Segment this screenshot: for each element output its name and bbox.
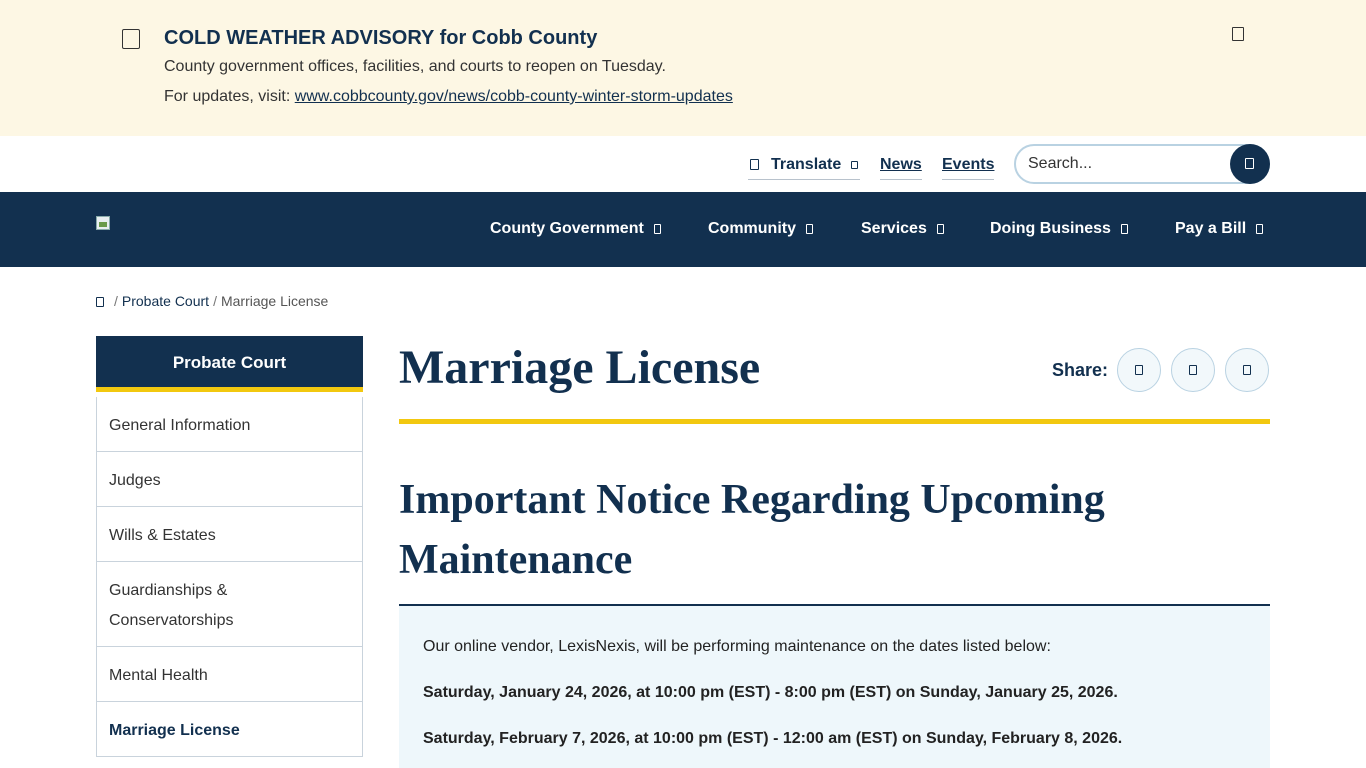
nav-community[interactable] [708,220,813,238]
share-email-button[interactable] [1225,348,1269,392]
chevron-down-icon [937,224,944,234]
warning-icon [122,29,140,49]
nav-services[interactable] [861,220,944,238]
sidebar-heading-label: Probate Court [172,353,287,372]
breadcrumb-separator: / [213,293,217,309]
nav-doing-business[interactable] [990,220,1128,238]
maintenance-notice [399,604,1270,768]
search-input[interactable] [1028,154,1228,174]
home-icon[interactable] [96,297,104,307]
chevron-down-icon [654,224,661,234]
nav-doing-business-label: Doing Business [990,220,1111,237]
notice-heading: Important Notice Regarding Upcoming Maintenance [399,477,1105,583]
image-placeholder-icon [99,222,107,227]
advisory-message: County government offices, facilities, and courts to reopen on Tuesday. [164,58,666,75]
search-button[interactable] [1230,144,1270,184]
nav-services-label: Services [861,220,927,237]
twitter-icon [1189,365,1197,375]
notice-intro: Our online vendor, LexisNexis, will be performing maintenance on the dates listed below: [423,638,1051,655]
chevron-down-icon [1121,224,1128,234]
utility-bar [0,136,1366,192]
sidebar-item-mental-health[interactable]: Mental Health [97,647,362,702]
nav-pay-a-bill-label: Pay a Bill [1175,220,1247,237]
chevron-down-icon [1256,224,1263,234]
close-icon[interactable] [1232,27,1244,41]
chevron-down-icon [851,161,858,169]
breadcrumb [96,293,328,309]
cobb-county-logo[interactable] [96,216,112,232]
chevron-down-icon [806,224,813,234]
nav-pay-a-bill[interactable] [1175,220,1263,238]
advisory-updates-line [164,88,733,106]
storm-updates-link[interactable]: www.cobbcounty.gov/news/cobb-county-winter-storm-updates [294,88,733,105]
share-twitter-button[interactable] [1171,348,1215,392]
notice-date-1: Saturday, January 24, 2026, at 10:00 pm (EST) - 8:00 pm (EST) on Sunday, January 25, 2026. [423,684,1118,701]
nav-community-label: Community [708,220,796,237]
page-title: Marriage License [399,341,761,394]
events-link[interactable]: Events [942,156,994,180]
share-facebook-button[interactable] [1117,348,1161,392]
facebook-icon [1135,365,1143,375]
news-link[interactable]: News [880,156,922,180]
sidebar-menu [96,397,363,757]
email-icon [1243,365,1251,375]
sidebar-item-marriage-license[interactable]: Marriage License [97,702,362,757]
translate-button[interactable] [748,156,860,180]
search-icon [1245,158,1254,169]
main-navigation [0,192,1366,267]
nav-county-government-label: County Government [490,220,644,237]
weather-advisory-banner [0,0,1366,136]
sidebar-item-judges[interactable]: Judges [97,452,362,507]
nav-county-government[interactable] [490,220,661,238]
sidebar-item-wills-estates[interactable]: Wills & Estates [97,507,362,562]
advisory-title: COLD WEATHER ADVISORY for Cobb County [164,27,598,49]
translate-label: Translate [771,156,842,173]
notice-date-2: Saturday, February 7, 2026, at 10:00 pm (EST) - 12:00 am (EST) on Sunday, February 8, 2026. [423,730,1123,747]
sidebar-heading[interactable] [96,336,363,392]
breadcrumb-probate-court[interactable]: Probate Court [121,293,210,309]
breadcrumb-current: Marriage License [220,293,329,309]
sidebar-item-guardianships[interactable]: Guardianships & Conservatorships [97,562,362,647]
breadcrumb-separator: / [114,293,118,309]
sidebar-item-general-information[interactable]: General Information [97,397,362,452]
globe-icon [750,159,759,170]
advisory-updates-prefix: For updates, visit: [164,88,295,105]
share-label: Share: [1052,360,1109,380]
title-divider [399,419,1270,424]
